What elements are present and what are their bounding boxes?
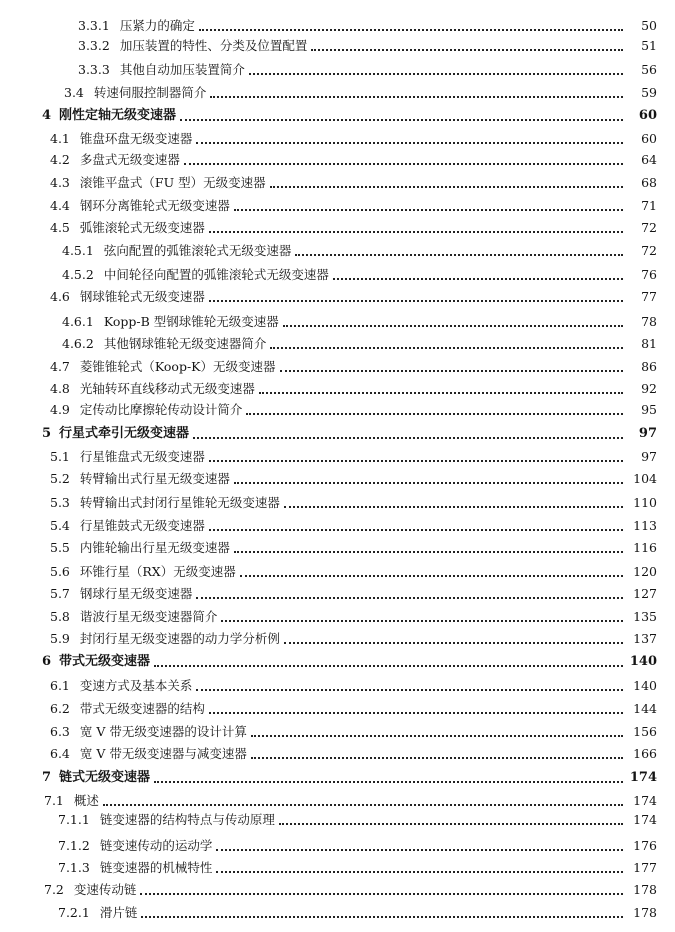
- toc-entry-number: 3.3.3: [78, 62, 110, 77]
- dot-leader: [283, 323, 623, 327]
- dot-leader: [259, 390, 623, 394]
- toc-entry-title: 滑片链: [99, 905, 138, 920]
- toc-entry-title: 刚性定轴无级变速器: [59, 108, 177, 123]
- toc-entry-number: 4.1: [50, 131, 70, 146]
- toc-entry: [0, 903, 675, 923]
- toc-entry-number: 4.5: [50, 220, 70, 235]
- toc-entry-title: 封闭行星无级变速器的动力学分析例: [79, 631, 280, 646]
- toc-entry: [0, 287, 675, 307]
- toc-entry-number: 4.3: [50, 175, 70, 190]
- toc-entry: [0, 196, 675, 216]
- toc-entry-title: 菱锥锥轮式（Koop-K）无级变速器: [79, 359, 276, 374]
- dot-leader: [333, 276, 623, 280]
- toc-entry: [0, 652, 675, 672]
- dot-leader: [154, 663, 623, 667]
- toc-entry-page: 174: [633, 793, 657, 808]
- toc-entry-number: 4.6.1: [62, 314, 94, 329]
- toc-entry-number: 4.8: [50, 381, 70, 396]
- dot-leader: [209, 298, 623, 302]
- dot-leader: [199, 27, 623, 31]
- toc-entry: [0, 562, 675, 582]
- toc-entry-page: 140: [629, 654, 657, 669]
- toc-entry: [0, 241, 675, 261]
- toc-entry-number: 5.7: [50, 586, 70, 601]
- toc-entry: [0, 699, 675, 719]
- toc-entry-page: 60: [638, 108, 657, 123]
- toc-entry-number: 4.5.1: [62, 243, 94, 258]
- dot-leader: [240, 573, 623, 577]
- toc-entry: [0, 469, 675, 489]
- toc-entry-title: 多盘式无级变速器: [79, 152, 180, 167]
- toc-entry-title: 链变速器的机械特性: [99, 860, 213, 875]
- dot-leader: [284, 504, 623, 508]
- toc-entry-title: 谐波行星无级变速器简介: [79, 609, 218, 624]
- dot-leader: [234, 549, 623, 553]
- toc-entry-number: 5.3: [50, 495, 70, 510]
- toc-entry-title: 钢球行星无级变速器: [79, 586, 193, 601]
- toc-entry-number: 5.5: [50, 540, 70, 555]
- toc-entry-number: 4.7: [50, 359, 70, 374]
- toc-entry: [0, 129, 675, 149]
- toc-entry-title: 钢环分离锥轮式无级变速器: [79, 198, 230, 213]
- toc-entry: [0, 150, 675, 170]
- toc-entry-page: 76: [641, 267, 657, 282]
- dot-leader: [295, 252, 623, 256]
- toc-entry-title: 转速伺服控制器简介: [93, 85, 207, 100]
- dot-leader: [196, 140, 623, 144]
- toc-entry: [0, 516, 675, 536]
- toc-entry-page: 77: [641, 289, 657, 304]
- toc-entry-title: 钢球锥轮式无级变速器: [79, 289, 205, 304]
- toc-entry-title: Kopp-B 型钢球锥轮无级变速器: [103, 314, 279, 329]
- toc-entry-title: 变速传动链: [73, 882, 137, 897]
- toc-entry: [0, 676, 675, 696]
- toc-entry-number: 4.4: [50, 198, 70, 213]
- toc-entry: [0, 858, 675, 878]
- toc-entry-title: 弧锥滚轮式无级变速器: [79, 220, 205, 235]
- toc-entry: [0, 16, 675, 36]
- toc-entry-title: 其他自动加压装置简介: [119, 62, 245, 77]
- dot-leader: [251, 733, 623, 737]
- toc-entry-page: 97: [638, 426, 657, 441]
- toc-entry: [0, 106, 675, 126]
- dot-leader: [196, 595, 623, 599]
- toc-entry: [0, 173, 675, 193]
- toc-entry-page: 56: [641, 62, 657, 77]
- toc-entry-page: 68: [641, 175, 657, 190]
- dot-leader: [216, 869, 623, 873]
- toc-entry-number: 4: [42, 108, 52, 123]
- toc-entry-page: 71: [641, 198, 657, 213]
- toc-entry-title: 链式无级变速器: [59, 770, 151, 785]
- toc-entry-title: 链变速器的结构特点与传动原理: [99, 812, 275, 827]
- toc-entry-page: 127: [633, 586, 657, 601]
- toc-entry-title: 加压装置的特性、分类及位置配置: [119, 38, 308, 53]
- dot-leader: [311, 47, 623, 51]
- toc-entry: [0, 493, 675, 513]
- toc-entry-title: 内锥轮输出行星无级变速器: [79, 540, 230, 555]
- dot-leader: [270, 184, 623, 188]
- toc-entry-number: 7.1: [44, 793, 64, 808]
- dot-leader: [284, 640, 623, 644]
- toc-entry: [0, 218, 675, 238]
- dot-leader: [184, 161, 623, 165]
- toc-entry: [0, 424, 675, 444]
- dot-leader: [180, 117, 623, 121]
- toc-entry-number: 7.1.2: [58, 838, 90, 853]
- toc-entry-page: 95: [641, 402, 657, 417]
- toc-entry-title: 行星式牵引无级变速器: [59, 426, 190, 441]
- dot-leader: [209, 229, 623, 233]
- toc-entry-page: 113: [633, 518, 657, 533]
- toc-entry-page: 64: [641, 152, 657, 167]
- toc-entry-title: 滚锥平盘式（FU 型）无级变速器: [79, 175, 266, 190]
- toc-entry-page: 72: [641, 220, 657, 235]
- toc-entry: [0, 744, 675, 764]
- toc-entry: [0, 722, 675, 742]
- dot-leader: [141, 914, 623, 918]
- toc-entry-page: 120: [633, 564, 657, 579]
- toc-entry-page: 92: [641, 381, 657, 396]
- toc-entry: [0, 768, 675, 788]
- toc-entry-title: 弦向配置的弧锥滚轮式无级变速器: [103, 243, 292, 258]
- dot-leader: [270, 345, 623, 349]
- toc-entry-page: 177: [633, 860, 657, 875]
- toc-entry-number: 5.1: [50, 449, 70, 464]
- toc-entry-title: 转臂输出式封闭行星锥轮无级变速器: [79, 495, 280, 510]
- toc-entry-number: 4.6.2: [62, 336, 94, 351]
- toc-entry-page: 97: [641, 449, 657, 464]
- toc-entry-title: 锥盘环盘无级变速器: [79, 131, 193, 146]
- toc-entry-title: 行星锥盘式无级变速器: [79, 449, 205, 464]
- dot-leader: [280, 368, 623, 372]
- toc-entry-number: 5.4: [50, 518, 70, 533]
- toc-entry: [0, 36, 675, 56]
- toc-entry: [0, 357, 675, 377]
- toc-entry-title: 其他钢球锥轮无级变速器简介: [103, 336, 267, 351]
- toc-entry-title: 带式无级变速器的结构: [79, 701, 205, 716]
- toc-entry-page: 50: [641, 18, 657, 33]
- toc-entry-number: 5.8: [50, 609, 70, 624]
- dot-leader: [249, 71, 623, 75]
- toc-entry: [0, 607, 675, 627]
- toc-entry-number: 4.2: [50, 152, 70, 167]
- toc-entry-page: 104: [633, 471, 657, 486]
- toc-entry-number: 5.6: [50, 564, 70, 579]
- toc-entry: [0, 447, 675, 467]
- toc-entry-page: 59: [641, 85, 657, 100]
- toc-entry-page: 178: [633, 905, 657, 920]
- toc-entry-number: 5.2: [50, 471, 70, 486]
- dot-leader: [209, 710, 623, 714]
- dot-leader: [234, 480, 623, 484]
- toc-entry-title: 宽 V 带无级变速器的设计计算: [79, 724, 247, 739]
- toc-entry-page: 137: [633, 631, 657, 646]
- toc-entry-title: 环锥行星（RX）无级变速器: [79, 564, 236, 579]
- toc-entry-number: 6.3: [50, 724, 70, 739]
- toc-entry-number: 4.6: [50, 289, 70, 304]
- dot-leader: [209, 527, 623, 531]
- toc-entry-title: 定传动比摩擦轮传动设计简介: [79, 402, 243, 417]
- toc-entry-page: 110: [633, 495, 657, 510]
- toc-entry-number: 4.5.2: [62, 267, 94, 282]
- toc-entry-page: 81: [641, 336, 657, 351]
- toc-entry-number: 3.3.2: [78, 38, 110, 53]
- toc-entry-page: 72: [641, 243, 657, 258]
- toc-entry: [0, 312, 675, 332]
- toc-entry-number: 7.1.1: [58, 812, 90, 827]
- toc-entry-page: 51: [641, 38, 657, 53]
- dot-leader: [216, 847, 623, 851]
- toc-entry-number: 6: [42, 654, 52, 669]
- toc-entry: [0, 334, 675, 354]
- toc-entry: [0, 791, 675, 811]
- dot-leader: [154, 779, 623, 783]
- toc-entry-title: 变速方式及基本关系: [79, 678, 193, 693]
- toc-entry: [0, 584, 675, 604]
- toc-entry-number: 6.2: [50, 701, 70, 716]
- toc-entry: [0, 538, 675, 558]
- toc-entry-title: 转臂输出式行星无级变速器: [79, 471, 230, 486]
- toc-entry-number: 5: [42, 426, 52, 441]
- toc-entry-title: 带式无级变速器: [59, 654, 151, 669]
- toc-entry-title: 压紧力的确定: [119, 18, 195, 33]
- dot-leader: [210, 94, 623, 98]
- dot-leader: [221, 618, 623, 622]
- toc-entry-page: 174: [633, 812, 657, 827]
- toc-entry: [0, 83, 675, 103]
- dot-leader: [209, 458, 623, 462]
- toc-entry-page: 78: [641, 314, 657, 329]
- toc-entry-number: 7.2: [44, 882, 64, 897]
- toc-entry: [0, 629, 675, 649]
- toc-entry-page: 176: [633, 838, 657, 853]
- dot-leader: [279, 821, 623, 825]
- toc-entry-number: 7: [42, 770, 52, 785]
- toc-entry-page: 60: [641, 131, 657, 146]
- toc-entry-page: 156: [633, 724, 657, 739]
- toc-entry-title: 光轴转环直线移动式无级变速器: [79, 381, 255, 396]
- toc-entry-number: 3.3.1: [78, 18, 110, 33]
- toc-entry-number: 4.9: [50, 402, 70, 417]
- toc-entry: [0, 379, 675, 399]
- toc-entry-title: 链变速传动的运动学: [99, 838, 213, 853]
- toc-entry-page: 144: [633, 701, 657, 716]
- toc-entry: [0, 60, 675, 80]
- toc-entry-title: 概述: [73, 793, 99, 808]
- dot-leader: [103, 802, 623, 806]
- dot-leader: [193, 435, 623, 439]
- dot-leader: [246, 411, 623, 415]
- toc-entry: [0, 265, 675, 285]
- toc-entry: [0, 810, 675, 830]
- toc-entry-title: 中间轮径向配置的弧锥滚轮式无级变速器: [103, 267, 329, 282]
- toc-entry-page: 116: [633, 540, 657, 555]
- dot-leader: [251, 755, 623, 759]
- toc-entry-number: 5.9: [50, 631, 70, 646]
- dot-leader: [140, 891, 623, 895]
- toc-entry-number: 6.4: [50, 746, 70, 761]
- toc-entry: [0, 836, 675, 856]
- toc-entry-number: 7.1.3: [58, 860, 90, 875]
- dot-leader: [196, 687, 623, 691]
- toc-entry-page: 135: [633, 609, 657, 624]
- toc-entry-title: 宽 V 带无级变速器与减变速器: [79, 746, 247, 761]
- toc-entry: [0, 880, 675, 900]
- toc-entry: [0, 400, 675, 420]
- toc-entry-number: 3.4: [64, 85, 84, 100]
- toc-entry-number: 7.2.1: [58, 905, 90, 920]
- toc-entry-title: 行星锥鼓式无级变速器: [79, 518, 205, 533]
- dot-leader: [234, 207, 623, 211]
- toc-entry-page: 86: [641, 359, 657, 374]
- toc-entry-number: 6.1: [50, 678, 70, 693]
- toc-entry-page: 174: [629, 770, 657, 785]
- toc-entry-page: 140: [633, 678, 657, 693]
- toc-entry-page: 166: [633, 746, 657, 761]
- toc-entry-page: 178: [633, 882, 657, 897]
